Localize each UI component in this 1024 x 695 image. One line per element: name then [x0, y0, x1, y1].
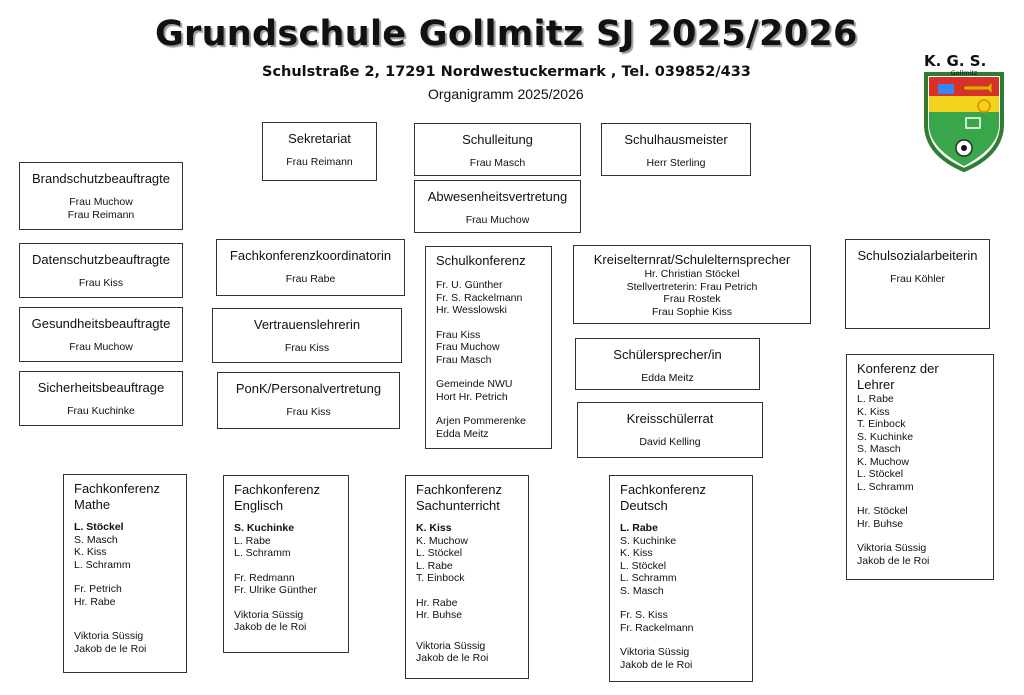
box-title: Sekretariat [288, 131, 351, 146]
member: Viktoria Süssig [416, 639, 486, 652]
box-title: Kreisschülerrat [626, 411, 714, 426]
member: L. Schramm [620, 572, 677, 584]
member: S. Kuchinke [620, 534, 677, 547]
box-ponk [217, 372, 400, 429]
box-title: Brandschutzbeauftragte [31, 171, 171, 186]
box-title: Fachkonferenzkoordinatorin [229, 248, 392, 263]
box-lehrerkonferenz [846, 354, 994, 580]
member: L. Stöckel [416, 547, 463, 559]
member: T. Einbock [857, 418, 906, 430]
member: K. Kiss [857, 405, 890, 418]
lead-member: K. Kiss [416, 522, 452, 534]
member: Fr. Petrich [74, 583, 122, 595]
member: Gemeinde NWU [436, 378, 513, 390]
box-line: Frau Muchow [465, 214, 530, 226]
member: Jakob de le Roi [857, 554, 930, 567]
box-line: Frau Kiss [286, 406, 331, 418]
page-title: Grundschule Gollmitz SJ 2025/2026 [155, 14, 858, 54]
box-schulkonferenz [425, 246, 552, 449]
member: L. Schramm [234, 547, 291, 559]
box-line: Frau Rabe [285, 273, 336, 285]
member: Viktoria Süssig [234, 608, 304, 621]
member: Frau Muchow [436, 341, 500, 353]
member: Fr. S. Kiss [620, 609, 668, 621]
box-schulhausmeister [601, 123, 751, 176]
member: Hr. Rabe [74, 595, 116, 608]
box-line: Frau Rostek [663, 293, 721, 305]
box-fk-sachunterricht [405, 475, 529, 679]
box-line: Frau Reimann [286, 156, 353, 168]
member: Fr. Redmann [234, 571, 295, 584]
lead-member: L. Stöckel [74, 521, 124, 533]
box-line: Frau Muchow [69, 341, 133, 353]
member: Jakob de le Roi [74, 642, 147, 655]
box-line: Frau Masch [469, 157, 526, 169]
box-line: Frau Kiss [78, 277, 124, 289]
member: K. Muchow [416, 534, 468, 547]
member: Frau Masch [436, 353, 492, 366]
box-title: PonK/Personalvertretung [235, 381, 382, 396]
box-gesundheit [19, 307, 183, 362]
box-title: Konferenz der [857, 361, 939, 376]
box-title: Sachunterricht [416, 498, 500, 513]
member: Hr. Wesslowski [436, 304, 507, 316]
box-title: Schulleitung [462, 132, 533, 147]
box-line: Frau Reimann [67, 208, 135, 221]
box-kreisschuelerrat [577, 402, 763, 458]
member: Fr. S. Rackelmann [436, 291, 523, 304]
box-fk-englisch [223, 475, 349, 653]
box-fk-deutsch [609, 475, 753, 682]
box-title: Gesundheitsbeauftragte [31, 316, 171, 331]
member: Fr. Rackelmann [620, 621, 694, 634]
box-title: Schulkonferenz [436, 253, 526, 268]
box-datenschutz [19, 243, 183, 298]
school-logo [918, 44, 1010, 172]
member: Frau Kiss [436, 328, 481, 341]
box-line: Edda Meitz [641, 372, 694, 384]
school-address: Schulstraße 2, 17291 Nordwestuckermark , Tel. 039852/433 [262, 64, 751, 80]
box-kreiselternrat [573, 245, 811, 324]
box-title: Fachkonferenz [620, 482, 706, 497]
box-title: Englisch [234, 498, 284, 513]
member: Hort Hr. Petrich [436, 390, 508, 403]
box-title: Schulhausmeister [624, 132, 728, 147]
member: L. Stöckel [857, 468, 904, 480]
member: Jakob de le Roi [620, 658, 693, 671]
box-line: Frau Köhler [890, 273, 945, 285]
box-fachkonferenzkoordinatorin [216, 239, 405, 296]
box-title: Schülersprecher/in [613, 347, 722, 362]
box-fk-mathe [63, 474, 187, 673]
member: Edda Meitz [436, 427, 489, 440]
lead-member: L. Rabe [620, 522, 658, 534]
member: Hr. Buhse [416, 609, 463, 621]
box-abwesenheitsvertretung [414, 180, 581, 233]
box-schulleitung [414, 123, 581, 176]
member: L. Schramm [857, 480, 914, 493]
box-title: Fachkonferenz [234, 482, 320, 497]
member: K. Kiss [74, 546, 107, 558]
member: Viktoria Süssig [620, 646, 690, 658]
box-line: Hr. Christian Stöckel [644, 268, 740, 280]
member: Jakob de le Roi [234, 621, 307, 633]
box-vertrauenslehrerin [212, 308, 402, 363]
member: Fr. Ulrike Günther [234, 584, 317, 596]
member: L. Schramm [74, 558, 131, 571]
member: Viktoria Süssig [857, 542, 927, 554]
box-sekretariat [262, 122, 377, 181]
box-brandschutz [19, 162, 183, 230]
member: S. Masch [857, 443, 901, 455]
member: Hr. Buhse [857, 517, 904, 530]
box-line: Frau Muchow [69, 196, 133, 208]
lead-member: S. Kuchinke [234, 522, 295, 534]
box-title: Schulsozialarbeiterin [857, 248, 978, 263]
box-title: Sicherheitsbeauftrage [37, 380, 165, 395]
school-crest-icon [918, 44, 1010, 172]
box-title: Datenschutzbeauftragte [31, 252, 171, 267]
member: L. Rabe [234, 534, 271, 547]
member: Jakob de le Roi [416, 652, 489, 664]
member: T. Einbock [416, 572, 465, 584]
member: Viktoria Süssig [74, 630, 144, 642]
logo-name: Gollmitz [950, 69, 978, 77]
member: L. Stöckel [620, 559, 667, 572]
box-line: Frau Kuchinke [67, 405, 135, 417]
member: Arjen Pommerenke [436, 415, 526, 427]
box-title: Fachkonferenz [416, 482, 502, 497]
member: K. Muchow [857, 455, 909, 468]
box-title: Abwesenheitsvertretung [427, 189, 568, 204]
box-sicherheit [19, 371, 183, 426]
logo-letters: K. G. S. [924, 52, 987, 70]
organigram-subtitle: Organigramm 2025/2026 [428, 86, 584, 102]
member: S. Masch [620, 584, 664, 597]
member: S. Masch [74, 533, 118, 546]
box-schuelersprecher [575, 338, 760, 390]
box-schulsozialarbeiterin [845, 239, 990, 329]
member: Hr. Rabe [416, 596, 458, 609]
box-title: Vertrauenslehrerin [253, 317, 361, 332]
box-title: Kreiselternrat/Schulelternsprecher [593, 252, 791, 267]
member: Fr. U. Günther [436, 279, 503, 291]
member: L. Rabe [416, 559, 453, 572]
member: L. Rabe [857, 393, 894, 405]
member: K. Kiss [620, 547, 653, 559]
box-line: Frau Kiss [284, 342, 330, 354]
box-title: Mathe [74, 497, 111, 512]
member: S. Kuchinke [857, 430, 914, 443]
box-title: Fachkonferenz [74, 481, 160, 496]
box-line: Herr Sterling [646, 157, 706, 169]
box-line: David Kelling [639, 436, 701, 448]
box-line: Frau Sophie Kiss [652, 305, 732, 318]
box-title: Deutsch [620, 498, 668, 513]
box-line: Stellvertreterin: Frau Petrich [626, 280, 758, 293]
member: Hr. Stöckel [857, 505, 908, 517]
box-title: Lehrer [857, 377, 895, 392]
